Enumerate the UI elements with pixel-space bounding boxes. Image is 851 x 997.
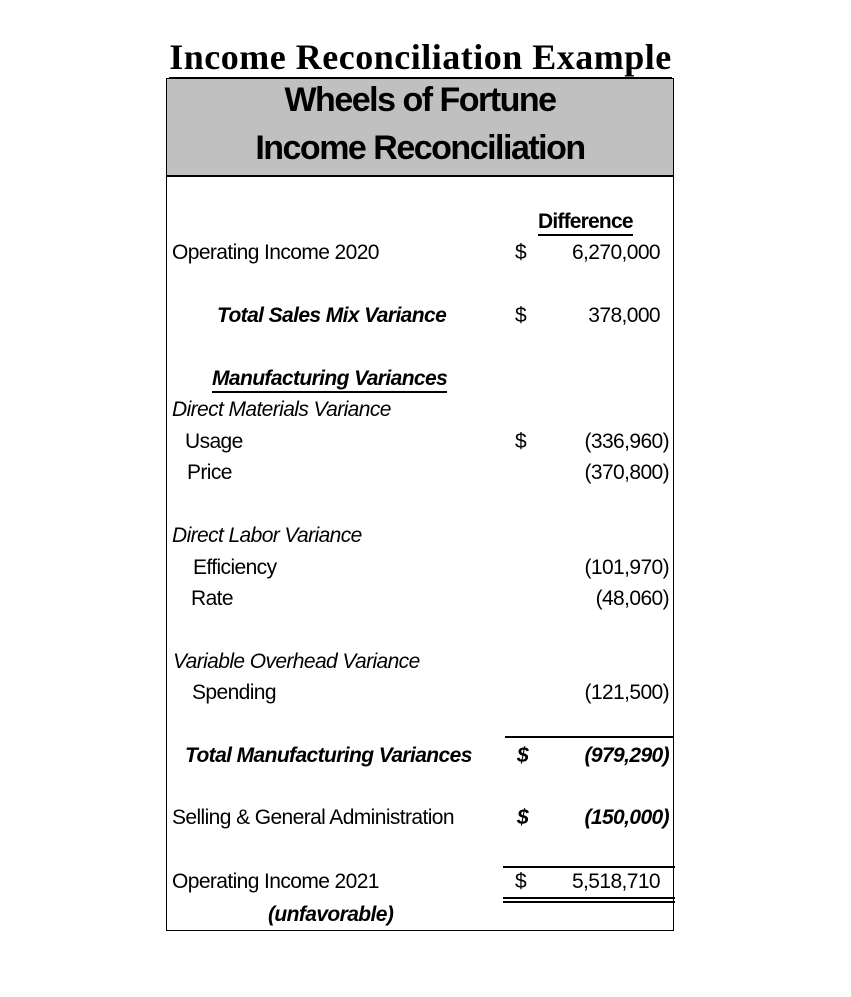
total-sales-mix-variance-value: 378,000 (588, 304, 660, 327)
page-title-text: Income Reconciliation Example (169, 37, 672, 77)
manufacturing-variances-heading-text: Manufacturing Variances (212, 367, 447, 393)
direct-materials-heading: Direct Materials Variance (172, 398, 391, 421)
reconciliation-table (166, 78, 674, 931)
table-header (167, 79, 673, 177)
operating-income-2021-value: 5,518,710 (571, 870, 660, 893)
operating-income-2021-label: Operating Income 2021 (172, 870, 379, 893)
total-manufacturing-variances-value: (979,290) (584, 744, 669, 767)
difference-header-text: Difference (538, 210, 633, 236)
page-title (0, 36, 841, 78)
operating-income-2020-currency: $ (515, 241, 527, 264)
price-label: Price (187, 461, 232, 484)
rate-value: (48,060) (595, 587, 669, 610)
total-manufacturing-variances-label: Total Manufacturing Variances (185, 744, 472, 767)
operating-income-2021-double-rule-2 (503, 901, 675, 903)
difference-column-header (538, 209, 633, 235)
unfavorable-note: (unfavorable) (268, 903, 394, 926)
usage-currency: $ (515, 430, 527, 453)
spending-label: Spending (192, 681, 276, 704)
efficiency-label: Efficiency (193, 556, 277, 579)
operating-income-2020-value: 6,270,000 (571, 241, 660, 264)
operating-income-2020-label: Operating Income 2020 (172, 241, 379, 264)
total-manufacturing-rule (505, 736, 673, 738)
operating-income-2021-currency: $ (515, 870, 527, 893)
selling-general-admin-label: Selling & General Administration (172, 806, 454, 829)
rate-label: Rate (191, 587, 233, 610)
efficiency-value: (101,970) (584, 556, 669, 579)
operating-income-2021-top-rule (503, 866, 675, 868)
price-value: (370,800) (584, 461, 669, 484)
variable-overhead-heading: Variable Overhead Variance (173, 650, 420, 673)
usage-value: (336,960) (584, 430, 669, 453)
total-sales-mix-variance-currency: $ (515, 304, 527, 327)
manufacturing-variances-heading (212, 366, 447, 392)
selling-general-admin-currency: $ (517, 806, 529, 829)
statement-title: Income Reconciliation (255, 129, 585, 167)
company-name: Wheels of Fortune (284, 81, 556, 119)
spending-value: (121,500) (584, 681, 669, 704)
total-sales-mix-variance-label: Total Sales Mix Variance (217, 304, 447, 327)
usage-label: Usage (185, 430, 243, 453)
selling-general-admin-value: (150,000) (584, 806, 669, 829)
total-manufacturing-variances-currency: $ (517, 744, 529, 767)
direct-labor-heading: Direct Labor Variance (172, 524, 362, 547)
operating-income-2021-double-rule-1 (503, 897, 675, 899)
